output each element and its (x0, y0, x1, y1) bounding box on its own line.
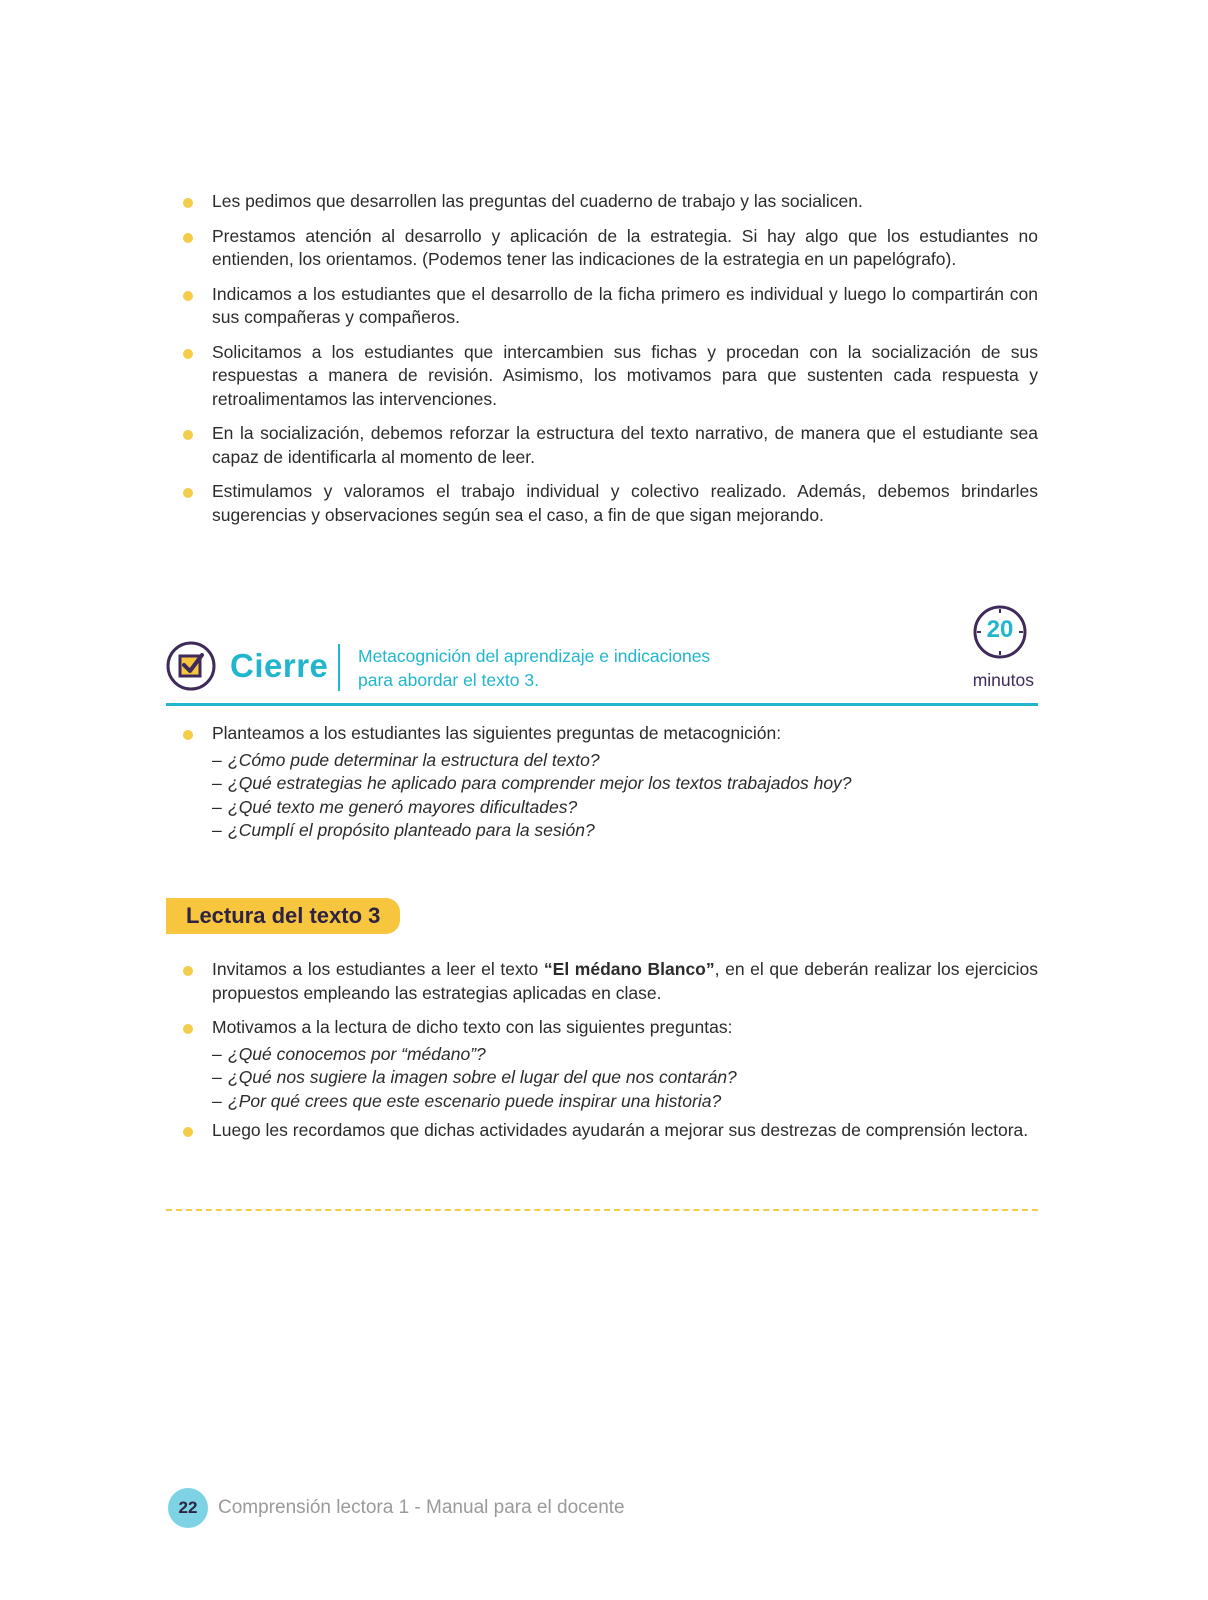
question-item: – ¿Qué conocemos por “médano”? (212, 1043, 486, 1064)
intro-section (166, 190, 1038, 538)
bullet-dot (183, 349, 193, 359)
cierre-description-line: Metacognición del aprendizaje e indicaciones (358, 646, 711, 666)
bullet-text: Luego les recordamos que dichas actividades ayudarán a mejorar sus destrezas de comprensión lectora. (212, 1120, 1029, 1140)
list-item (166, 225, 1038, 272)
timer-value: 20 (986, 616, 1014, 643)
bullet-dot (183, 233, 193, 243)
question-item: – ¿Qué nos sugiere la imagen sobre el lugar del que nos contarán? (212, 1067, 737, 1087)
list-item (166, 1119, 1038, 1143)
badge-label: Lectura del texto 3 (186, 903, 381, 928)
list-item (166, 190, 1038, 214)
section-badge (166, 898, 400, 934)
cierre-description-line: para abordar el texto 3. (358, 670, 539, 690)
bullet-dot (183, 198, 193, 208)
bullet-text: En la socialización, debemos reforzar la estructura del texto narrativo, de manera que el estudiante sea capaz de identificarla al momento de leer. (212, 423, 1038, 467)
question-list (212, 1043, 1038, 1114)
dashed-divider (166, 1209, 1038, 1211)
question-text: ¿Por qué crees que este escenario puede inspirar una historia? (228, 1090, 722, 1111)
bullet-dot (183, 1127, 193, 1137)
cierre-section (166, 722, 1038, 854)
cierre-title: Cierre (230, 647, 329, 684)
question-item: – ¿Cumplí el propósito planteado para la sesión? (212, 820, 595, 840)
cierre-description (358, 644, 710, 692)
bullet-text: Solicitamos a los estudiantes que intercambien sus fichas y procedan con la socialización de sus respuestas a manera de revisión. Asimismo, los motivamos para que sustenten cada respuesta y retroalimentamos las intervenciones. (212, 341, 1038, 409)
lectura-section (166, 958, 1038, 1154)
footer-title: Comprensión lectora 1 - Manual para el docente (218, 1497, 625, 1518)
bullet-dot (183, 291, 193, 301)
list-item (166, 722, 1038, 843)
bullet-text: Estimulamos y valoramos el trabajo individual y colectivo realizado. Además, debemos brindarles sugerencias y observaciones según sea el caso, a fin de que sigan mejorando. (212, 481, 1038, 525)
bullet-dot (183, 730, 193, 740)
question-text: ¿Qué nos sugiere la imagen sobre el lugar del que nos contarán? (228, 1067, 737, 1087)
list-item (166, 958, 1038, 1005)
bullet-dot (183, 488, 193, 498)
bullet-text: Indicamos a los estudiantes que el desarrollo de la ficha primero es individual y luego lo compartirán con sus compañeras y compañeros. (212, 283, 1038, 327)
list-item (166, 480, 1038, 527)
question-text: ¿Qué estrategias he aplicado para comprender mejor los textos trabajados hoy? (228, 773, 852, 793)
list-item (166, 341, 1038, 412)
question-text: ¿Cómo pude determinar la estructura del texto? (228, 749, 600, 770)
list-item (166, 1016, 1038, 1113)
checkbox-icon (166, 641, 216, 691)
bullet-text: Prestamos atención al desarrollo y aplicación de la estrategia. Si hay algo que los estudiantes no entienden, los orientamos. (Podemos tener las indicaciones de la estrategia en un papelógrafo). (212, 225, 1038, 269)
list-item (166, 283, 1038, 330)
bullet-dot (183, 1024, 193, 1034)
list-item (166, 422, 1038, 469)
page-number: 22 (168, 1488, 208, 1528)
bullet-text: Les pedimos que desarrollen las preguntas del cuaderno de trabajo y las socialicen. (212, 191, 863, 211)
question-list (212, 749, 1038, 843)
divider (338, 644, 340, 691)
cierre-rule (166, 703, 1038, 706)
question-item: – ¿Cómo pude determinar la estructura del texto? (212, 749, 600, 770)
bullet-dot (183, 430, 193, 440)
book-title: “El médano Blanco” (543, 959, 715, 979)
question-text: ¿Cumplí el propósito planteado para la sesión? (228, 820, 595, 840)
question-text: ¿Qué conocemos por “médano”? (228, 1043, 486, 1064)
cierre-header (166, 604, 1038, 706)
cierre-bullet-list (166, 722, 1038, 843)
lectura-bullet-list (166, 958, 1038, 1143)
bullet-text-post: , en el que deberán realizar los ejercicios propuestos empleando las estrategias aplicadas en clase. (212, 959, 1039, 1003)
question-item: – ¿Qué texto me generó mayores dificultades? (212, 796, 578, 817)
intro-bullet-list (166, 190, 1038, 527)
question-item: – ¿Por qué crees que este escenario puede inspirar una historia? (212, 1090, 722, 1111)
bullet-text-pre: Invitamos a los estudiantes a leer el texto (212, 959, 544, 979)
question-text: ¿Qué texto me generó mayores dificultades? (228, 796, 578, 817)
timer-label: minutos (972, 670, 1034, 690)
question-item: – ¿Qué estrategias he aplicado para comprender mejor los textos trabajados hoy? (212, 773, 852, 793)
bullet-text: Planteamos a los estudiantes las siguientes preguntas de metacognición: (212, 723, 782, 743)
bullet-text: Motivamos a la lectura de dicho texto con las siguientes preguntas: (212, 1017, 733, 1037)
bullet-dot (183, 966, 193, 976)
